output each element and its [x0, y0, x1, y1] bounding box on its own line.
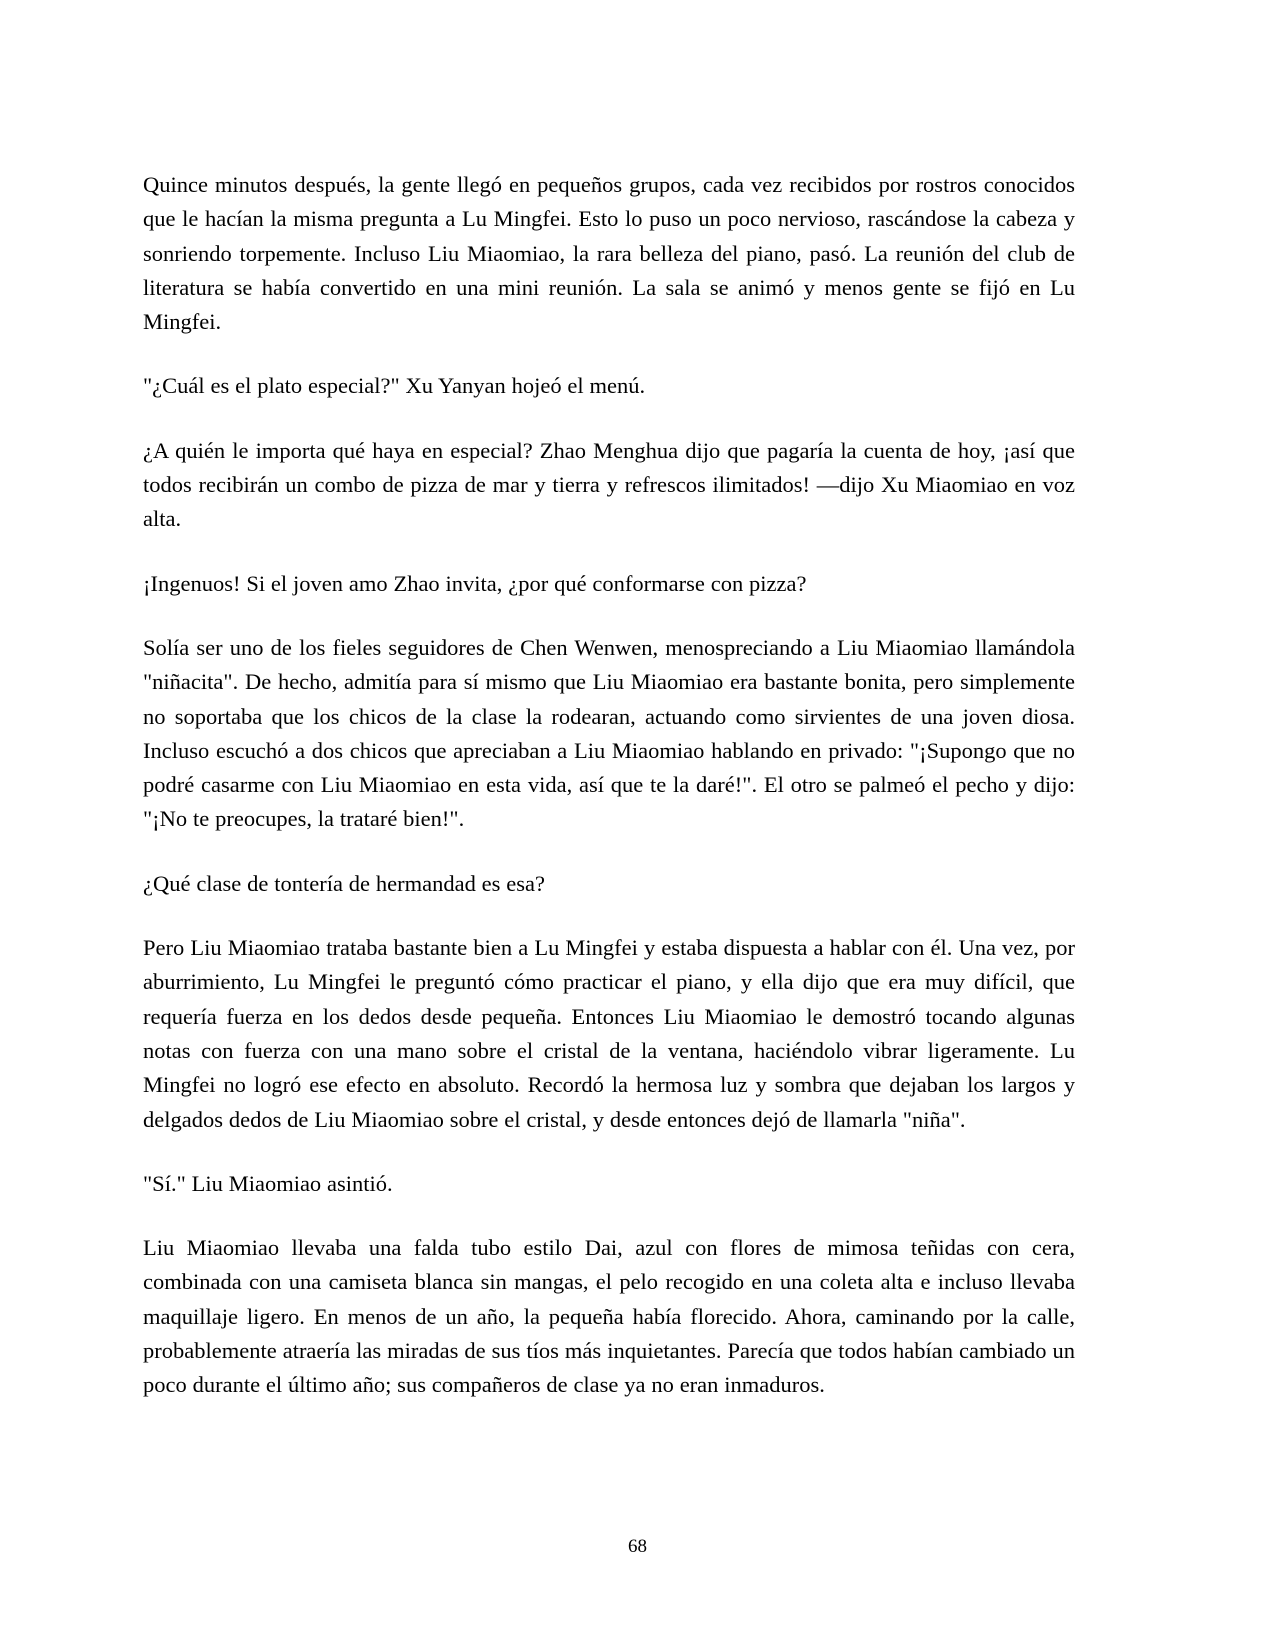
paragraph: "Sí." Liu Miaomiao asintió. — [143, 1170, 393, 1196]
paragraph: ¿Qué clase de tontería de hermandad es esa? — [143, 870, 545, 896]
page-body-text — [143, 168, 1075, 1403]
page-number: 68 — [628, 1536, 647, 1557]
paragraph: "¿Cuál es el plato especial?" Xu Yanyan hojeó el menú. — [143, 373, 646, 399]
paragraph: Quince minutos después, la gente llegó en pequeños grupos, cada vez recibidos por rostros conocidos que le hacían la misma pregunta a Lu Mingfei. Esto lo puso un poco nervioso, rascándose la cabeza y sonriendo torpemente. Incluso Liu Miaomiao, la rara belleza del piano, pasó. La reunión del club de literatura se había convertido en una mini reunión. La sala se animó y menos gente se fijó en Lu Mingfei. — [143, 172, 1075, 335]
paragraph: Solía ser uno de los fieles seguidores de Chen Wenwen, menospreciando a Liu Miaomiao llamándola "niñacita". De hecho, admitía para sí mismo que Liu Miaomiao era bastante bonita, pero simplemente no soportaba que los chicos de la clase la rodearan, actuando como sirvientes de una joven diosa. Incluso escuchó a dos chicos que apreciaban a Liu Miaomiao hablando en privado: "¡Supongo que no podré casarme con Liu Miaomiao en esta vida, así que te la daré!". El otro se palmeó el pecho y dijo: "¡No te preocupes, la trataré bien!". — [143, 634, 1075, 832]
paragraph: Pero Liu Miaomiao trataba bastante bien a Lu Mingfei y estaba dispuesta a hablar con él. Una vez, por aburrimiento, Lu Mingfei le preguntó cómo practicar el piano, y ella dijo que era muy difícil, que requería fuerza en los dedos desde pequeña. Entonces Liu Miaomiao le demostró tocando algunas notas con fuerza con una mano sobre el cristal de la ventana, haciéndolo vibrar ligeramente. Lu Mingfei no logró ese efecto en absoluto. Recordó la hermosa luz y sombra que dejaban los largos y delgados dedos de Liu Miaomiao sobre el cristal, y desde entonces dejó de llamarla "niña". — [143, 935, 1075, 1132]
paragraph: ¡Ingenuos! Si el joven amo Zhao invita, ¿por qué conformarse con pizza? — [143, 570, 807, 596]
paragraph: Liu Miaomiao llevaba una falda tubo estilo Dai, azul con flores de mimosa teñidas con cera, combinada con una camiseta blanca sin mangas, el pelo recogido en una coleta alta e incluso llevaba maquillaje ligero. En menos de un año, la pequeña había florecido. Ahora, caminando por la calle, probablemente atraería las miradas de sus tíos más inquietantes. Parecía que todos habían cambiado un poco durante el último año; sus compañeros de clase ya no eran inmaduros. — [143, 1235, 1075, 1398]
paragraph: ¿A quién le importa qué haya en especial? Zhao Menghua dijo que pagaría la cuenta de hoy, ¡así que todos recibirán un combo de pizza de mar y tierra y refrescos ilimitados! —dijo Xu Miaomiao en voz alta. — [143, 437, 1075, 532]
